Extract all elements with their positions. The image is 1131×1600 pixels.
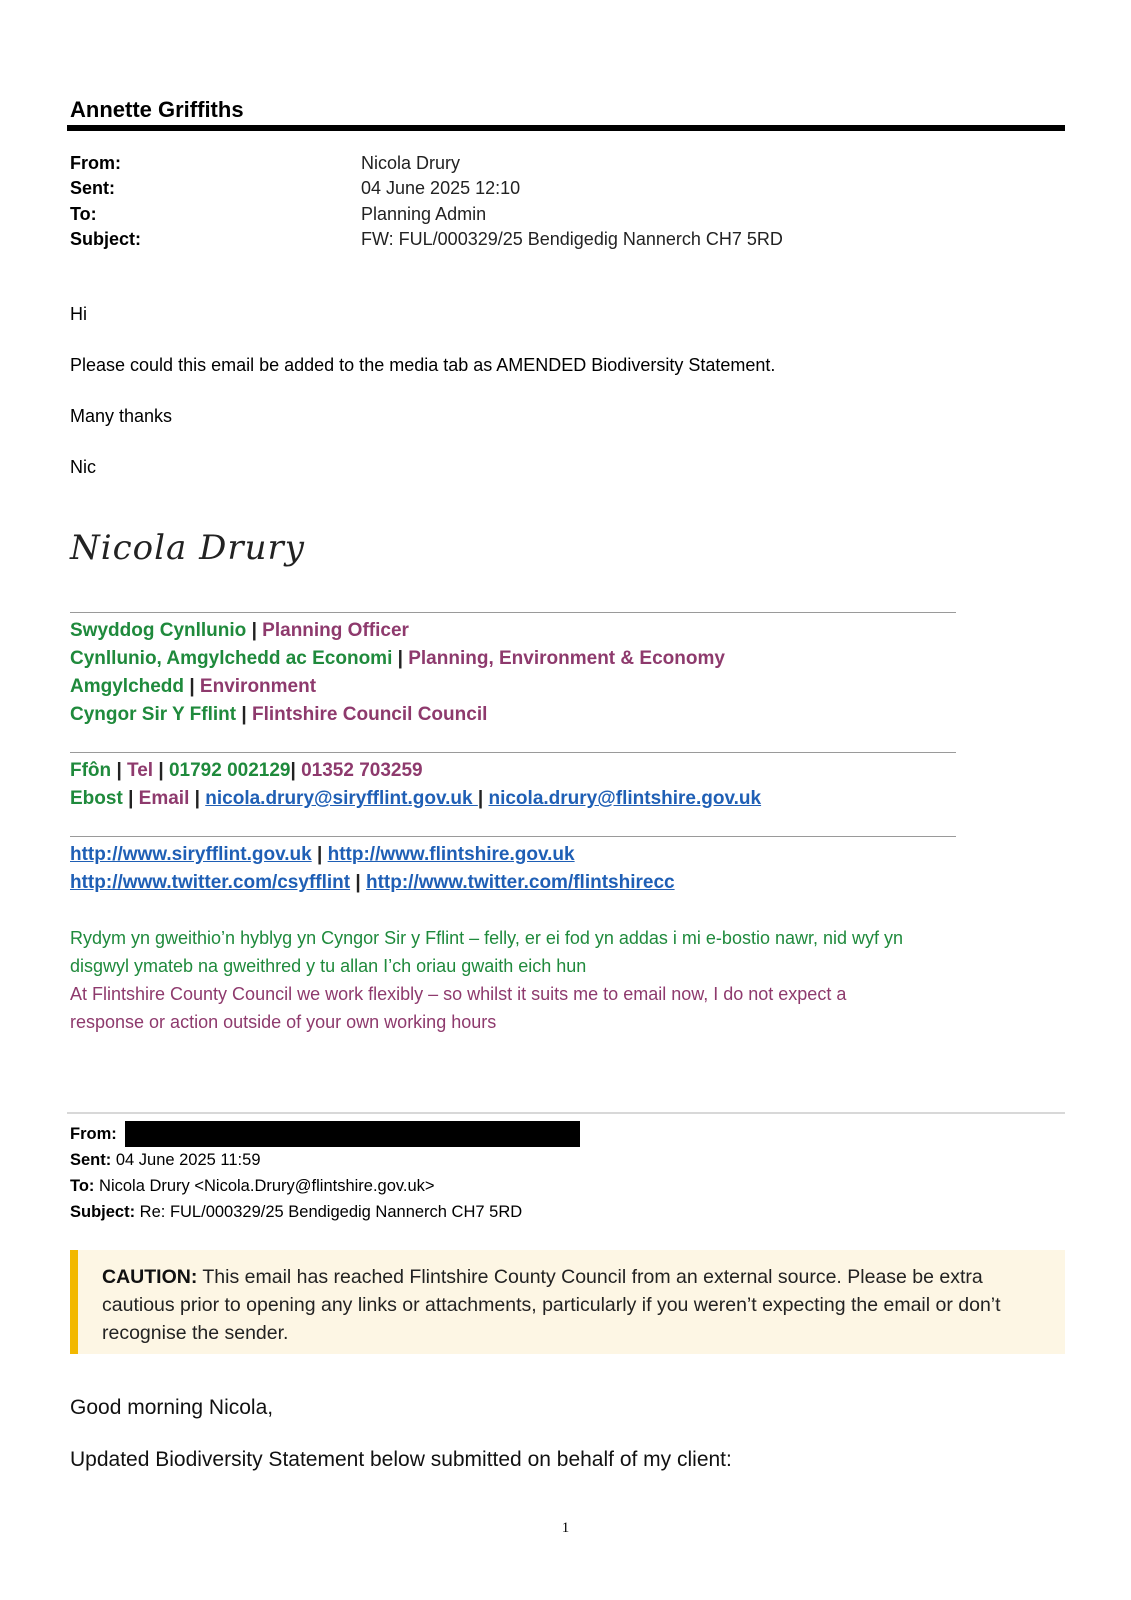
signature-email: Ebost | Email | nicola.drury@siryfflint.gov.uk | nicola.drury@flintshire.gov.uk: [70, 788, 762, 809]
email-link-english[interactable]: nicola.drury@flintshire.gov.uk: [488, 788, 762, 809]
body-request: Please could this email be added to the media tab as AMENDED Biodiversity Statement.: [70, 355, 776, 375]
signature-section: Amgylchedd | Environment: [70, 676, 317, 697]
forwarded-subject-row: [70, 1200, 522, 1224]
header-from-label: From:: [70, 153, 121, 173]
redacted-sender-block: [125, 1121, 580, 1147]
council-welsh: Cyngor Sir Y Fflint: [70, 704, 237, 725]
reply-greeting: Good morning Nicola,: [70, 1396, 274, 1419]
section-welsh: Amgylchedd: [70, 676, 185, 697]
signature-department: Cynllunio, Amgylchedd ac Economi | Planning, Environment & Economy: [70, 648, 725, 669]
dept-english: Planning, Environment & Economy: [408, 648, 725, 669]
dept-welsh: Cynllunio, Amgylchedd ac Economi: [70, 648, 393, 669]
role-welsh: Swyddog Cynllunio: [70, 620, 247, 641]
caution-label: CAUTION:: [102, 1266, 198, 1288]
section-english: Environment: [199, 676, 317, 697]
caution-text: This email has reached Flintshire County Council from an external source. Please be extra cautious prior to opening any links or attachments, particularly if you weren’t expecting the email or don’t recognise the sender.: [102, 1266, 1001, 1344]
phone-label-welsh: Ffôn: [70, 760, 112, 781]
twitter-link-english[interactable]: http://www.twitter.com/flintshirecc: [365, 872, 675, 893]
header-to-value: Planning Admin: [361, 204, 487, 224]
flexible-working-welsh-1: Rydym yn gweithio’n hyblyg yn Cyngor Sir y Fflint – felly, er ei fod yn addas i mi e-bostio nawr, nid wyf yn: [70, 928, 904, 948]
phone-label-english: Tel: [127, 760, 154, 781]
phone-number-2: 01352 703259: [301, 760, 423, 781]
forwarded-from-label: From:: [70, 1125, 117, 1143]
forwarded-subject-value: Re: FUL/000329/25 Bendigedig Nannerch CH7 5RD: [135, 1203, 523, 1221]
forwarded-sent-value: 04 June 2025 11:59: [111, 1151, 261, 1169]
handwritten-signature: Nicola Drury: [70, 528, 305, 568]
forwarded-to-label: To:: [70, 1177, 95, 1195]
header-sent-value: 04 June 2025 12:10: [361, 178, 521, 198]
signature-twitter: http://www.twitter.com/csyfflint | http://www.twitter.com/flintshirecc: [70, 872, 675, 893]
header-to-label: To:: [70, 204, 97, 224]
forwarded-subject-label: Subject:: [70, 1203, 136, 1221]
owner-divider: [67, 125, 1065, 131]
email-label-english: Email: [138, 788, 190, 809]
forwarded-to-value: Nicola Drury <Nicola.Drury@flintshire.gov.uk>: [94, 1177, 435, 1195]
signature-divider-1: [70, 612, 956, 613]
website-link-welsh[interactable]: http://www.siryfflint.gov.uk: [70, 844, 312, 865]
forwarded-to-row: [70, 1174, 435, 1198]
forwarded-divider: [67, 1112, 1065, 1114]
signature-divider-3: [70, 836, 956, 837]
reply-body-line: Updated Biodiversity Statement below submitted on behalf of my client:: [70, 1448, 732, 1471]
signature-phone: Ffôn | Tel | 01792 002129| 01352 703259: [70, 760, 423, 781]
council-english: Flintshire Council Council: [251, 704, 488, 725]
body-thanks: Many thanks: [70, 406, 173, 426]
signature-council: Cyngor Sir Y Fflint | Flintshire Council Council: [70, 704, 488, 725]
website-link-english[interactable]: http://www.flintshire.gov.uk: [327, 844, 575, 865]
email-label-welsh: Ebost: [70, 788, 123, 809]
flexible-working-english-2: response or action outside of your own working hours: [70, 1012, 497, 1032]
caution-accent-bar: [70, 1250, 78, 1354]
caution-message: [102, 1263, 1047, 1347]
forwarded-sent-row: [70, 1148, 261, 1172]
external-email-caution-banner: [70, 1250, 1065, 1354]
signature-websites: http://www.siryfflint.gov.uk | http://www.flintshire.gov.uk: [70, 844, 575, 865]
signature-divider-2: [70, 752, 956, 753]
signature-role: Swyddog Cynllunio | Planning Officer: [70, 620, 409, 641]
flexible-working-welsh-2: disgwyl ymateb na gweithred y tu allan I’ch oriau gwaith eich hun: [70, 956, 587, 976]
header-from-value: Nicola Drury: [361, 153, 461, 173]
twitter-link-welsh[interactable]: http://www.twitter.com/csyfflint: [70, 872, 351, 893]
email-link-welsh[interactable]: nicola.drury@siryfflint.gov.uk: [205, 788, 478, 809]
forwarded-from-row: [70, 1122, 117, 1146]
phone-number-1: 01792 002129: [168, 760, 291, 781]
header-sent-label: Sent:: [70, 178, 115, 198]
page-number: 1: [561, 1520, 570, 1536]
role-english: Planning Officer: [262, 620, 409, 641]
body-greeting: Hi: [70, 304, 87, 324]
document-owner-name: Annette Griffiths: [70, 97, 244, 122]
body-signoff: Nic: [70, 457, 96, 477]
forwarded-sent-label: Sent:: [70, 1151, 112, 1169]
flexible-working-english-1: At Flintshire County Council we work flexibly – so whilst it suits me to email now, I do not expect a: [70, 984, 847, 1004]
header-subject-value: FW: FUL/000329/25 Bendigedig Nannerch CH7 5RD: [361, 229, 783, 249]
header-subject-label: Subject:: [70, 229, 142, 249]
